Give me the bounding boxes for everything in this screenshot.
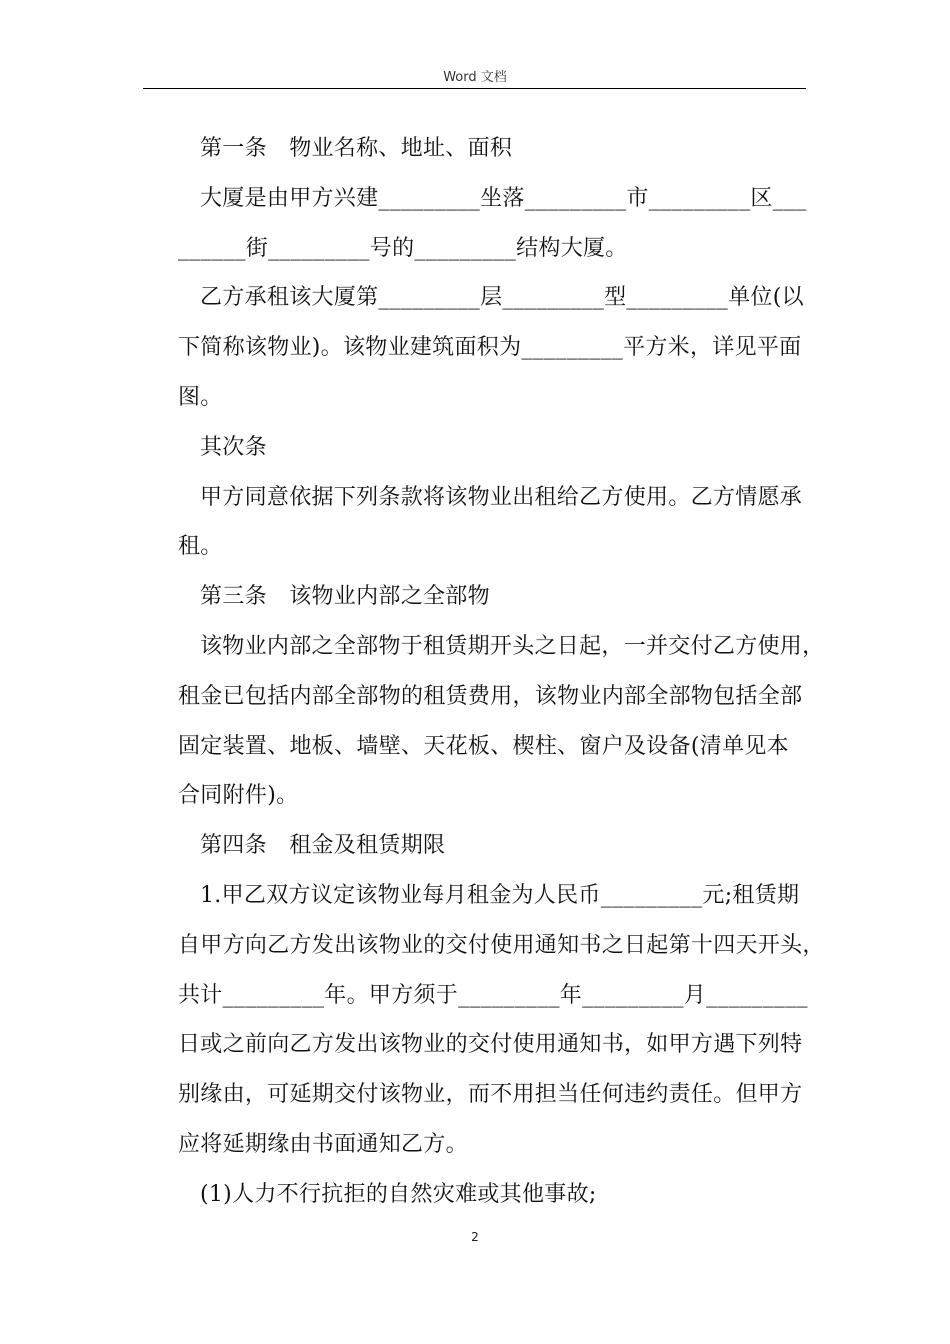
text-line: 应将延期缘由书面通知乙方。 (178, 1131, 468, 1157)
article-4-heading: 第四条 租金及租赁期限 (200, 833, 446, 859)
text-line: 租金已包括内部全部物的租赁费用，该物业内部全部物包括全部 (178, 683, 803, 709)
text-line: 该物业内部之全部物于租赁期开头之日起，一并交付乙方使用， (200, 633, 825, 659)
text-line: 自甲方向乙方发出该物业的交付使用通知书之日起第十四天开头， (178, 932, 825, 958)
article-1-heading: 第一条 物业名称、地址、面积 (200, 136, 513, 161)
text-line: ______街_________号的_________结构大厦。 (178, 235, 628, 261)
text-line: 下简称该物业)。该物业建筑面积为_________平方米，详见平面 (178, 335, 802, 361)
text-line: 固定装置、地板、墙壁、天花板、楔柱、窗户及设备(清单见本 (178, 733, 789, 759)
text-line: 图。 (178, 384, 223, 410)
article-3-heading: 第三条 该物业内部之全部物 (200, 584, 490, 610)
text-line: 大厦是由甲方兴建_________坐落_________市_________区___ (200, 185, 807, 211)
page-header-title: Word 文档 (443, 70, 507, 85)
text-line: 合同附件)。 (178, 783, 299, 809)
text-line: 租。 (178, 534, 223, 560)
text-line: (1)人力不行抗拒的自然灾难或其他事故; (200, 1181, 597, 1207)
text-line: 日或之前向乙方发出该物业的交付使用通知书，如甲方遇下列特 (178, 1032, 803, 1058)
article-2-heading: 其次条 (200, 434, 267, 460)
text-line: 1.甲乙双方议定该物业每月租金为人民币_________元;租赁期 (200, 882, 800, 908)
header-divider (143, 88, 806, 89)
text-line: 别缘由，可延期交付该物业，而不用担当任何违约责任。但甲方 (178, 1082, 803, 1108)
text-line: 乙方承租该大厦第_________层_________型_________单位(以 (200, 285, 804, 311)
page-number: 2 (471, 1230, 479, 1244)
text-line: 甲方同意依据下列条款将该物业出租给乙方使用。乙方情愿承 (200, 484, 803, 510)
text-line: 共计_________年。甲方须于_________年_________月_________ (178, 982, 808, 1008)
document-body (178, 124, 825, 1220)
